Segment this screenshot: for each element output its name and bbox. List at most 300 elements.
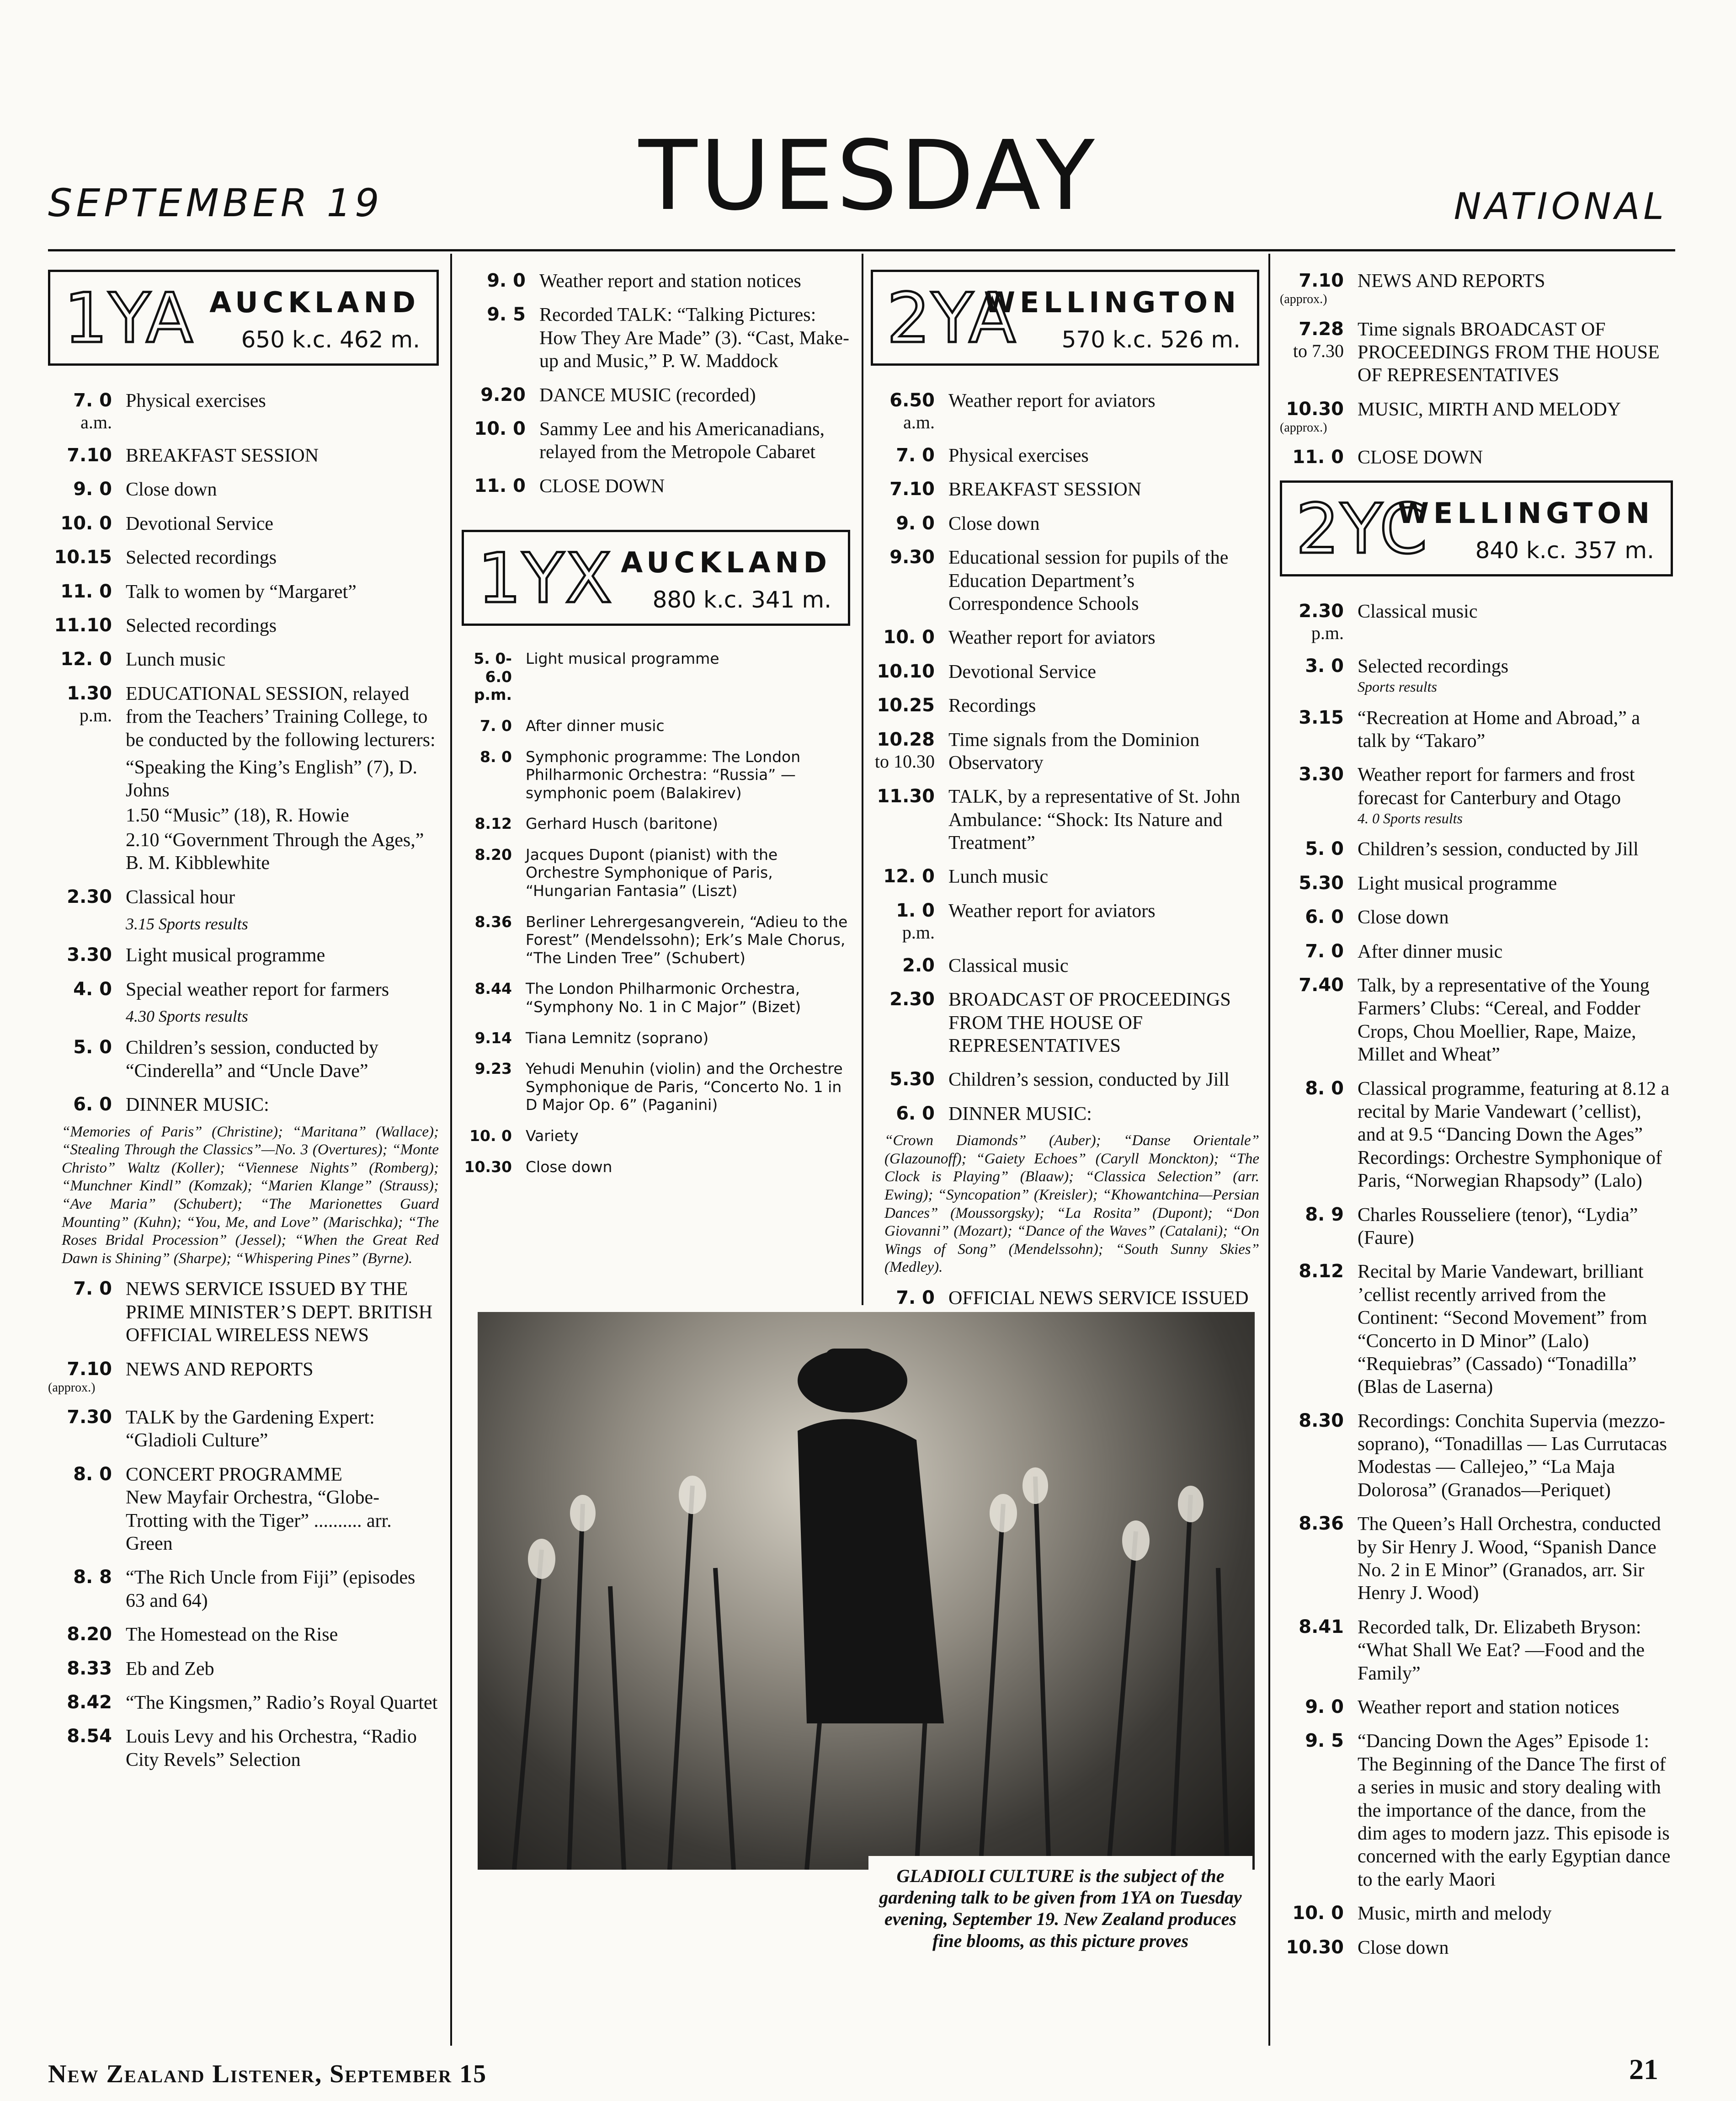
schedule-entry: [462, 650, 850, 704]
station-city: AUCKLAND: [621, 546, 831, 580]
schedule-time: [48, 1725, 126, 1771]
time-value: 6. 0: [1305, 907, 1344, 928]
time-value: 8.12: [1299, 1261, 1344, 1282]
description-text: NEWS AND REPORTS: [1358, 271, 1545, 292]
schedule-time: [871, 478, 948, 501]
time-value: 8.30: [1299, 1410, 1344, 1431]
schedule-time: [1280, 1936, 1358, 1959]
schedule-description: [126, 1691, 439, 1714]
description-text: Close down: [1358, 1937, 1449, 1958]
schedule-time: [48, 444, 126, 467]
time-value: 6. 0: [73, 1094, 112, 1115]
description-text: DINNER MUSIC:: [126, 1094, 269, 1116]
description-text: Close down: [1358, 907, 1449, 928]
description-text: Recordings: [948, 695, 1036, 717]
schedule-entry: [871, 389, 1259, 433]
time-value: 8.36: [1299, 1513, 1344, 1535]
schedule-description: [1358, 1696, 1673, 1719]
time-value: 9. 0: [896, 512, 935, 534]
time-value: 8.33: [67, 1658, 112, 1679]
schedule-description: [526, 846, 850, 900]
schedule-time: [1280, 1204, 1358, 1250]
schedule-time: [48, 1566, 126, 1612]
schedule-entry: [462, 384, 850, 407]
schedule-description: [948, 1103, 1259, 1125]
schedule-entry: [48, 1093, 439, 1116]
schedule-description: [126, 389, 439, 433]
schedule-description: [539, 475, 850, 498]
time-value: 8.20: [474, 845, 512, 864]
time-value: 12. 0: [60, 649, 112, 670]
schedule-entry: [871, 900, 1259, 944]
schedule-description: [526, 1060, 850, 1114]
description-text: Classical hour: [126, 886, 235, 908]
time-value: 3.30: [1299, 764, 1344, 785]
time-value: 9.20: [480, 384, 526, 405]
schedule-description: [126, 944, 439, 967]
schedule-description: [1358, 1616, 1673, 1685]
time-value: 6.50: [889, 390, 935, 411]
time-value: 10.30: [1286, 398, 1344, 420]
schedule-description: [948, 865, 1259, 888]
schedule-description: [539, 384, 850, 407]
description-text: Tiana Lemnitz (soprano): [526, 1029, 709, 1047]
schedule-description: [126, 1463, 439, 1556]
schedule-description: [126, 1406, 439, 1452]
description-text: “Dancing Down the Ages” Episode 1: The Beginning of the Dance The first of a series in music and story dealing with the importance of the dance, from the dim ages to modern jazz. This episode is concerned with the early Egyptian dance to the early Maori: [1358, 1731, 1671, 1890]
schedule-entry: [462, 1158, 850, 1176]
station-city: WELLINGTON: [984, 286, 1241, 319]
description-text: Recorded TALK: “Talking Pictures: How They Are Made” (3). “Cast, Make-up and Music,” P. W. Maddock: [539, 304, 850, 372]
schedule-description: [126, 581, 439, 603]
schedule-time: [48, 389, 126, 433]
time-value: 11.30: [877, 786, 935, 807]
schedule-description: [948, 661, 1259, 683]
time-value: 11.10: [54, 614, 112, 636]
schedule-description: [526, 913, 850, 967]
description-extra: New Mayfair Orchestra, “Globe-Trotting with the Tiger” .......... arr. Green: [126, 1487, 392, 1555]
description-text: OFFICIAL NEWS SERVICE ISSUED: [948, 1287, 1249, 1309]
schedule-time: [871, 1103, 948, 1125]
schedule-entry: [871, 661, 1259, 683]
station-callsign: 1YX: [478, 539, 613, 619]
schedule-time: [1280, 1513, 1358, 1605]
schedule-description: [1358, 974, 1673, 1066]
schedule-entry: [48, 978, 439, 1001]
time-value: 10. 0: [469, 1127, 512, 1145]
time-value: 8. 0: [73, 1463, 112, 1485]
schedule-time: [1280, 446, 1358, 469]
time-value: 10.10: [877, 661, 935, 682]
schedule-time: [1280, 1410, 1358, 1502]
time-value: 7.10: [1299, 270, 1344, 291]
schedule-time: [48, 1406, 126, 1452]
description-text: EDUCATIONAL SESSION, relayed from the Teachers’ Training College, to be conducted by the following lecturers:: [126, 683, 436, 751]
description-text: Recordings: Conchita Supervia (mezzo-soprano), “Tonadillas — Las Currutacas Modestas — Callejeo,” “La Maja Dolorosa” (Granados—Periquet): [1358, 1410, 1667, 1501]
schedule-entry: [462, 1127, 850, 1145]
schedule-entry: [1280, 1696, 1673, 1719]
schedule-time: [871, 1068, 948, 1091]
schedule-entry: [871, 785, 1259, 854]
column-2: [462, 270, 850, 1189]
schedule-time: [48, 1623, 126, 1646]
description-text: Lunch music: [126, 649, 226, 671]
schedule-description: [126, 1093, 439, 1116]
station-frequency: 650 k.c. 462 m.: [241, 326, 420, 353]
schedule-time: [871, 661, 948, 683]
schedule-entry: [1280, 1902, 1673, 1925]
header-rule: [48, 249, 1675, 251]
time-value: 9. 5: [487, 304, 526, 325]
time-value: 8.41: [1299, 1616, 1344, 1637]
time-value: 9.23: [474, 1060, 512, 1078]
schedule-time: [462, 270, 539, 293]
schedule-description: [126, 1725, 439, 1771]
gladioli-photo: [478, 1312, 1255, 1870]
column-2yc: [1280, 270, 1673, 1970]
schedule-description: [126, 1358, 439, 1396]
schedule-time: [48, 1691, 126, 1714]
schedule-description: [948, 512, 1259, 535]
schedule-time: [1280, 1077, 1358, 1193]
schedule-description: [526, 1158, 850, 1176]
description-text: Time signals BROADCAST OF PROCEEDINGS FROM THE HOUSE OF REPRESENTATIVES: [1358, 319, 1660, 386]
schedule-entry: [48, 512, 439, 535]
description-text: Children’s session, conducted by “Cinderella” and “Uncle Dave”: [126, 1037, 378, 1082]
schedule-entry: [871, 626, 1259, 649]
schedule-description: [126, 1566, 439, 1612]
schedule-description: [1358, 1902, 1673, 1925]
description-text: Charles Rousseliere (tenor), “Lydia” (Faure): [1358, 1204, 1638, 1248]
schedule-entry: [871, 546, 1259, 615]
schedule-time: [1280, 707, 1358, 753]
schedule-entry: [871, 729, 1259, 775]
schedule-time: [48, 1658, 126, 1680]
description-text: Special weather report for farmers: [126, 979, 389, 1000]
time-value: 10. 0: [883, 627, 935, 648]
description-text: Gerhard Husch (baritone): [526, 815, 718, 833]
schedule-time: [462, 748, 526, 802]
schedule-entry: [1280, 707, 1673, 753]
description-text: Selected recordings: [126, 547, 277, 569]
time-value: 5. 0-6.0 p.m.: [474, 650, 512, 704]
description-text: “The Rich Uncle from Fiji” (episodes 63 and 64): [126, 1567, 415, 1611]
column-divider: [450, 254, 452, 2046]
description-text: Eb and Zeb: [126, 1658, 214, 1680]
schedule-description: [1358, 318, 1673, 387]
description-text: CLOSE DOWN: [1358, 447, 1483, 469]
description-text: Weather report and station notices: [1358, 1696, 1619, 1718]
schedule-entry: [1280, 318, 1673, 387]
sports-note: 4. 0 Sports results: [1358, 810, 1463, 827]
schedule-entry: [871, 478, 1259, 501]
schedule-entry: [462, 980, 850, 1016]
station-frequency: 880 k.c. 341 m.: [652, 587, 831, 613]
time-value: 7.10: [67, 445, 112, 466]
dinner-music-list: “Memories of Paris” (Christine); “Maritana” (Wallace); “Stealing Through the Classics”—No. 3 (Overtures); “Monte Christo” Waltz (Koller); “Viennese Nights” (Romberg); “Munchner Kindl” (Komzak); “Marien Klange” (Strauss); “Ave Maria” (Schubert); “The Marionettes Guard Mounting” (Kuhn); “You, Me, and Love” (Marischka); “The Roses Bridal Procession” (Jessel); “When the Great Red Dawn is Shining” (Sharpe); “Whispering Pines” (Byrne).: [62, 1123, 439, 1267]
time-value: 8. 0: [1305, 1077, 1344, 1099]
schedule-entry: [462, 1060, 850, 1114]
schedule-time: [1280, 1730, 1358, 1891]
schedule-description: [948, 900, 1259, 944]
description-text: Louis Levy and his Orchestra, “Radio City Revels” Selection: [126, 1726, 417, 1770]
schedule-time: [871, 729, 948, 775]
schedule-entry: [1280, 1077, 1673, 1193]
time-value: 8.54: [67, 1726, 112, 1747]
schedule-entry: [1280, 1410, 1673, 1502]
schedule-entry: [871, 1068, 1259, 1091]
station-city: WELLINGTON: [1397, 496, 1654, 530]
schedule-description: [1358, 655, 1673, 696]
time-value: 9. 0: [487, 270, 526, 291]
schedule-entry: [462, 748, 850, 802]
lecturer-list: [126, 756, 439, 875]
schedule-description: [126, 978, 439, 1001]
station-box-1ya: [48, 270, 439, 366]
schedule-entry: [48, 546, 439, 569]
time-value: 12. 0: [883, 866, 935, 887]
description-text: Talk to women by “Margaret”: [126, 581, 357, 603]
schedule-time: [462, 384, 539, 407]
lecturer-entry: “Speaking the King’s English” (7), D. Johns: [126, 757, 418, 801]
description-text: TALK, by a representative of St. John Ambulance: “Shock: Its Nature and Treatment”: [948, 786, 1241, 854]
description-text: The Homestead on the Rise: [126, 1624, 338, 1646]
schedule-description: [1358, 872, 1673, 895]
description-text: Close down: [126, 479, 217, 501]
schedule-time: [1280, 600, 1358, 644]
schedule-time: [1280, 398, 1358, 436]
time-value: 5.30: [889, 1069, 935, 1090]
schedule-description: [1358, 707, 1673, 753]
time-value: 9.14: [474, 1029, 512, 1047]
schedule-time: [1280, 906, 1358, 929]
schedule-entry: [1280, 655, 1673, 696]
schedule-description: [1358, 270, 1673, 307]
time-value: 3.30: [67, 944, 112, 966]
time-value: 10.28: [877, 729, 935, 750]
schedule-time: [48, 546, 126, 569]
schedule-description: [126, 1278, 439, 1347]
schedule-time: [1280, 974, 1358, 1066]
description-text: The London Philharmonic Orchestra, “Symphony No. 1 in C Major” (Bizet): [526, 980, 801, 1016]
schedule-description: [948, 389, 1259, 433]
description-text: Light musical programme: [1358, 873, 1557, 894]
time-value: 6. 0: [896, 1103, 935, 1124]
station-callsign: 2YA: [887, 279, 1017, 358]
schedule-entry: [48, 1566, 439, 1612]
description-text: DANCE MUSIC (recorded): [539, 384, 756, 406]
schedule-entry: [1280, 974, 1673, 1066]
schedule-time: [48, 614, 126, 637]
schedule-time: [48, 1358, 126, 1396]
description-text: Children’s session, conducted by Jill: [1358, 839, 1639, 860]
approx-note: (approx.): [1280, 292, 1327, 306]
schedule-description: [1358, 1077, 1673, 1193]
description-text: Yehudi Menuhin (violin) and the Orchestre Symphonique de Paris, “Concerto No. 1 in D Major Op. 6” (Paganini): [526, 1060, 843, 1114]
description-text: Variety: [526, 1127, 579, 1145]
schedule-description: [126, 1623, 439, 1646]
schedule-entry: [1280, 1204, 1673, 1250]
schedule-time: [48, 1463, 126, 1556]
schedule-description: [526, 815, 850, 833]
description-text: Devotional Service: [126, 513, 274, 534]
station-box-2yc: [1280, 480, 1673, 576]
schedule-description: [526, 1029, 850, 1047]
column-divider: [1268, 254, 1270, 2046]
description-text: Talk, by a representative of the Young Farmers’ Clubs: “Cereal, and Fodder Crops, Chou Moellier, Rape, Maize, Millet and Wheat”: [1358, 975, 1650, 1066]
description-text: Music, mirth and melody: [1358, 1903, 1552, 1925]
schedule-time: [462, 304, 539, 373]
description-text: DINNER MUSIC:: [948, 1103, 1092, 1125]
schedule-description: [126, 1658, 439, 1680]
schedule-time: [48, 978, 126, 1001]
schedule-time: [462, 846, 526, 900]
column-2ya: [871, 270, 1259, 1390]
schedule-description: [1358, 940, 1673, 963]
schedule-description: [1358, 398, 1673, 436]
schedule-time: [1280, 318, 1358, 387]
time-value: 5. 0: [73, 1037, 112, 1058]
schedule-description: [948, 729, 1259, 775]
schedule-entry: [48, 1623, 439, 1646]
description-text: Lunch music: [948, 866, 1049, 888]
description-text: CONCERT PROGRAMME: [126, 1464, 342, 1485]
station-box-1yx: [462, 530, 850, 626]
schedule-description: [126, 512, 439, 535]
gladioli-illustration: [478, 1312, 1255, 1870]
schedule-description: [526, 717, 850, 735]
schedule-time: [48, 512, 126, 535]
schedule-entry: [462, 717, 850, 735]
network-heading: NATIONAL: [1454, 185, 1667, 228]
schedule-time: [462, 1029, 526, 1047]
time-value: 2.30: [67, 886, 112, 907]
time-value: 9. 0: [1305, 1696, 1344, 1717]
time-suffix: a.m.: [903, 412, 935, 432]
schedule-entry: [871, 1103, 1259, 1125]
schedule-entry: [1280, 1616, 1673, 1685]
description-text: Time signals from the Dominion Observatory: [948, 729, 1200, 773]
time-value: 10.30: [464, 1157, 512, 1176]
schedule-entry: [871, 694, 1259, 717]
time-value: 10. 0: [1292, 1903, 1344, 1924]
schedule-time: [871, 444, 948, 467]
schedule-description: [1358, 763, 1673, 827]
schedule-description: [126, 444, 439, 467]
schedule-time: [871, 785, 948, 854]
station-city: AUCKLAND: [209, 286, 420, 319]
schedule-time: [48, 581, 126, 603]
column-1yA: [48, 270, 439, 1782]
description-text: Selected recordings: [126, 615, 277, 636]
description-text: Weather report for aviators: [948, 900, 1156, 922]
schedule-entry: [462, 418, 850, 464]
schedule-entry: [871, 865, 1259, 888]
time-value: 2.0: [902, 955, 935, 976]
time-value: 7. 0: [480, 716, 512, 735]
schedule-time: [462, 913, 526, 967]
schedule-entry: [48, 1278, 439, 1347]
time-value: 11. 0: [1292, 447, 1344, 468]
schedule-entry: [1280, 1260, 1673, 1398]
schedule-entry: [1280, 398, 1673, 436]
time-suffix: p.m.: [1311, 622, 1344, 643]
schedule-time: [48, 1036, 126, 1082]
schedule-description: [948, 546, 1259, 615]
schedule-time: [871, 626, 948, 649]
description-text: Close down: [526, 1157, 612, 1176]
schedule-description: [948, 626, 1259, 649]
time-value: 7.40: [1299, 975, 1344, 996]
schedule-entry: [48, 1691, 439, 1714]
schedule-time: [1280, 940, 1358, 963]
time-value: 8. 9: [1305, 1204, 1344, 1225]
description-text: Classical music: [948, 955, 1069, 976]
description-text: Light musical programme: [126, 945, 325, 966]
time-value: 10.30: [1286, 1936, 1344, 1958]
time-value: 9.30: [889, 547, 935, 568]
description-text: NEWS SERVICE ISSUED BY THE PRIME MINISTER’S DEPT. BRITISH OFFICIAL WIRELESS NEWS: [126, 1279, 433, 1346]
station-callsign: 1YA: [64, 279, 194, 358]
description-text: Physical exercises: [126, 390, 266, 411]
description-text: Physical exercises: [948, 445, 1089, 466]
description-text: Berliner Lehrergesangverein, “Adieu to the Forest” (Mendelssohn); Erk’s Male Chorus, “The Linden Tree” (Schubert): [526, 912, 848, 967]
approx-note: (approx.): [48, 1380, 96, 1395]
schedule-description: [126, 886, 439, 909]
time-value: 7.10: [67, 1358, 112, 1380]
schedule-entry: [1280, 906, 1673, 929]
schedule-time: [1280, 872, 1358, 895]
schedule-description: [948, 444, 1259, 467]
schedule-time: [48, 1278, 126, 1347]
approx-note: (approx.): [1280, 420, 1327, 435]
description-text: BREAKFAST SESSION: [126, 445, 319, 466]
time-value: 1.30: [67, 683, 112, 704]
description-text: Recorded talk, Dr. Elizabeth Bryson: “What Shall We Eat? —Food and the Family”: [1358, 1616, 1645, 1684]
schedule-entry: [462, 1029, 850, 1047]
description-text: After dinner music: [1358, 941, 1503, 962]
schedule-entry: [48, 1658, 439, 1680]
schedule-time: [48, 886, 126, 909]
schedule-time: [1280, 1696, 1358, 1719]
time-value: 2.30: [889, 989, 935, 1010]
schedule-time: [1280, 838, 1358, 861]
time-value: 7. 0: [73, 390, 112, 411]
schedule-time: [1280, 270, 1358, 307]
schedule-time: [871, 988, 948, 1057]
time-value: 7.10: [889, 479, 935, 500]
schedule-time: [462, 980, 526, 1016]
description-text: Symphonic programme: The London Philharmonic Orchestra: “Russia” — symphonic poem (Balakirev): [526, 747, 801, 802]
time-value: 10.25: [877, 695, 935, 716]
time-suffix: to 7.30: [1293, 340, 1344, 361]
schedule-description: [526, 650, 850, 704]
time-value: 2.30: [1299, 600, 1344, 622]
schedule-description: [126, 1036, 439, 1082]
schedule-description: [948, 955, 1259, 977]
schedule-time: [462, 475, 539, 498]
schedule-description: [526, 748, 850, 802]
schedule-entry: [1280, 1513, 1673, 1605]
schedule-description: [1358, 1730, 1673, 1891]
time-value: 9. 5: [1305, 1730, 1344, 1752]
description-text: Close down: [948, 513, 1040, 534]
schedule-entry: [1280, 600, 1673, 644]
time-value: 7. 0: [73, 1278, 112, 1300]
description-text: The Queen’s Hall Orchestra, conducted by Sir Henry J. Wood, “Spanish Dance No. 2 in E Minor” (Granados, arr. Sir Henry J. Wood): [1358, 1514, 1661, 1604]
schedule-description: [526, 1127, 850, 1145]
schedule-description: [1358, 838, 1673, 861]
